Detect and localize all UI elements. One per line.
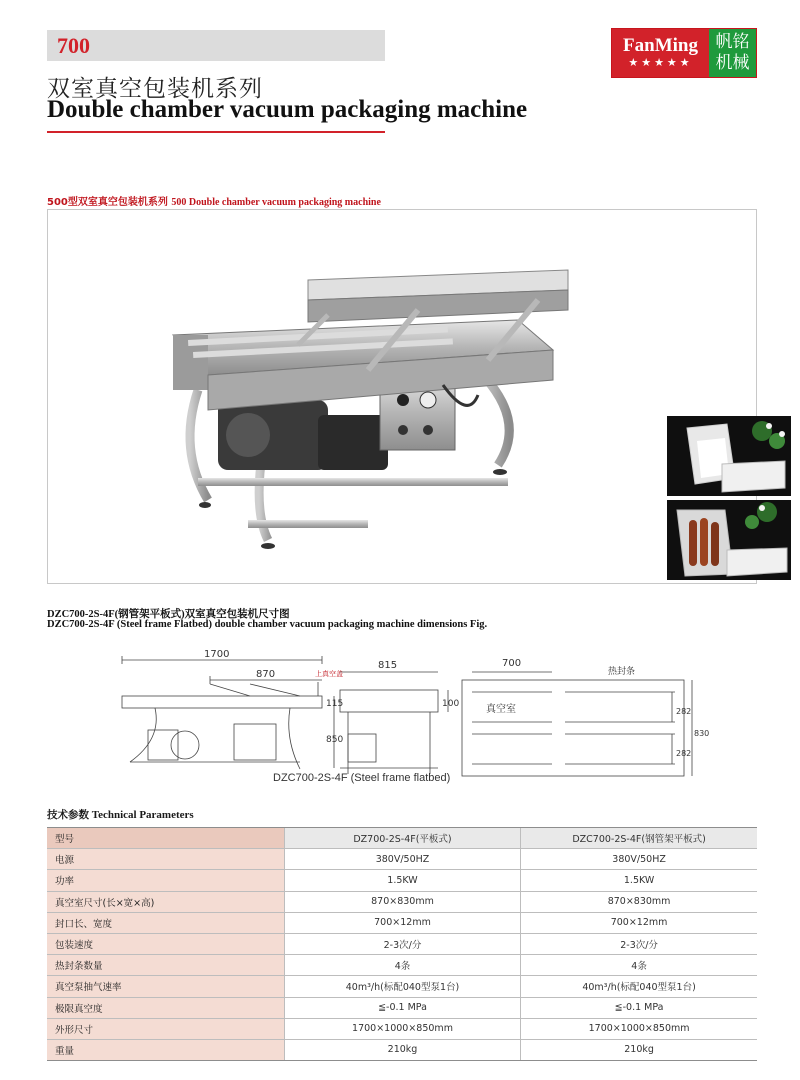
- param-value-col1: 210kg: [284, 1039, 520, 1060]
- param-label: 重量: [47, 1039, 284, 1060]
- title-underline: [47, 131, 385, 133]
- table-row: [47, 955, 757, 976]
- param-label: 真空泵抽气速率: [47, 976, 284, 997]
- logo-red-block: [612, 29, 709, 77]
- photo-caption: DZC700-2S-4F (Steel frame flatbed): [273, 772, 451, 784]
- param-label: 功率: [47, 870, 284, 891]
- tech-params-title: [47, 807, 194, 822]
- tech-params-table: [47, 827, 757, 1061]
- dim-label-870: 870: [256, 669, 276, 680]
- series-number: 700: [57, 33, 90, 58]
- param-value-col2: 2-3次/分: [521, 933, 757, 954]
- dim-label-850: 850: [326, 735, 344, 745]
- param-value-col2: 40m³/h(标配040型泵1台): [521, 976, 757, 997]
- param-label: 真空室尺寸(长×宽×高): [47, 891, 284, 912]
- section-caption-cn: 500型双室真空包装机系列: [47, 197, 168, 208]
- param-value-col1: 1700×1000×850mm: [284, 1018, 520, 1039]
- section-caption: [47, 193, 381, 208]
- table-row: [47, 912, 757, 933]
- param-value-col1: 700×12mm: [284, 912, 520, 933]
- param-label: 封口长、宽度: [47, 912, 284, 933]
- param-value-col1: DZ700-2S-4F(平板式): [284, 828, 520, 849]
- table-row: [47, 870, 757, 891]
- param-value-col1: 4条: [284, 955, 520, 976]
- dim-label-heat-seal: 热封条: [608, 667, 636, 677]
- dim-label-115: 115: [326, 699, 344, 709]
- param-value-col2: 870×830mm: [521, 891, 757, 912]
- param-label: 电源: [47, 849, 284, 870]
- param-value-col2: 1.5KW: [521, 870, 757, 891]
- dim-label-282-top: 282: [676, 707, 692, 716]
- dim-label-815: 815: [378, 660, 398, 671]
- param-label: 热封条数量: [47, 955, 284, 976]
- inset-photo-sausage: [667, 500, 791, 580]
- param-value-col2: 1700×1000×850mm: [521, 1018, 757, 1039]
- param-label: 包装速度: [47, 933, 284, 954]
- brand-logo: [611, 28, 757, 78]
- dim-label-830: 830: [694, 729, 710, 738]
- dim-label-282-bottom: 282: [676, 749, 692, 758]
- param-label: 外形尺寸: [47, 1018, 284, 1039]
- dim-label-100: 100: [442, 699, 460, 709]
- param-value-col1: 2-3次/分: [284, 933, 520, 954]
- dimensions-caption-en: DZC700-2S-4F (Steel frame Flatbed) double chamber vacuum packaging machine dimensions Fig.: [47, 619, 488, 630]
- series-bar: [47, 30, 385, 61]
- param-value-col1: 40m³/h(标配040型泵1台): [284, 976, 520, 997]
- dimension-drawing: [100, 644, 710, 794]
- page-title-en: Double chamber vacuum packaging machine: [47, 96, 528, 123]
- table-row: [47, 891, 757, 912]
- page-title-cn: 双室真空包装机系列: [47, 76, 263, 102]
- section-caption-en: 500 Double chamber vacuum packaging machine: [171, 197, 381, 208]
- dimensions-caption-cn: DZC700-2S-4F(钢管架平板式)双室真空包装机尺寸图: [47, 609, 290, 620]
- logo-brand-en: FanMing: [623, 35, 698, 56]
- inset-photo-rice: [667, 416, 791, 496]
- table-row: [47, 933, 757, 954]
- table-row: [47, 1018, 757, 1039]
- dim-label-700: 700: [502, 658, 522, 669]
- param-value-col1: ≦-0.1 MPa: [284, 997, 520, 1018]
- table-row: [47, 849, 757, 870]
- table-row: [47, 1039, 757, 1060]
- machine-illustration: [98, 250, 658, 600]
- logo-stars: ★★★★★: [628, 56, 693, 69]
- table-row: [47, 976, 757, 997]
- param-label: 型号: [47, 828, 284, 849]
- dim-label-1700: 1700: [204, 649, 230, 660]
- param-value-col2: 210kg: [521, 1039, 757, 1060]
- logo-brand-cn: 帆铭 机械: [709, 29, 756, 77]
- param-value-col2: ≦-0.1 MPa: [521, 997, 757, 1018]
- param-value-col2: 700×12mm: [521, 912, 757, 933]
- param-value-col2: DZC700-2S-4F(钢管架平板式): [521, 828, 757, 849]
- table-row: [47, 997, 757, 1018]
- param-label: 极限真空度: [47, 997, 284, 1018]
- param-value-col2: 4条: [521, 955, 757, 976]
- param-value-col1: 380V/50HZ: [284, 849, 520, 870]
- table-row: [47, 828, 757, 849]
- param-value-col2: 380V/50HZ: [521, 849, 757, 870]
- dim-label-upper-lid: 上真空盖: [315, 670, 343, 678]
- dim-label-vacuum-chamber: 真空室: [486, 704, 516, 715]
- tech-params-title-cn: 技术参数: [47, 809, 89, 821]
- param-value-col1: 1.5KW: [284, 870, 520, 891]
- param-value-col1: 870×830mm: [284, 891, 520, 912]
- tech-params-title-en: Technical Parameters: [91, 809, 194, 821]
